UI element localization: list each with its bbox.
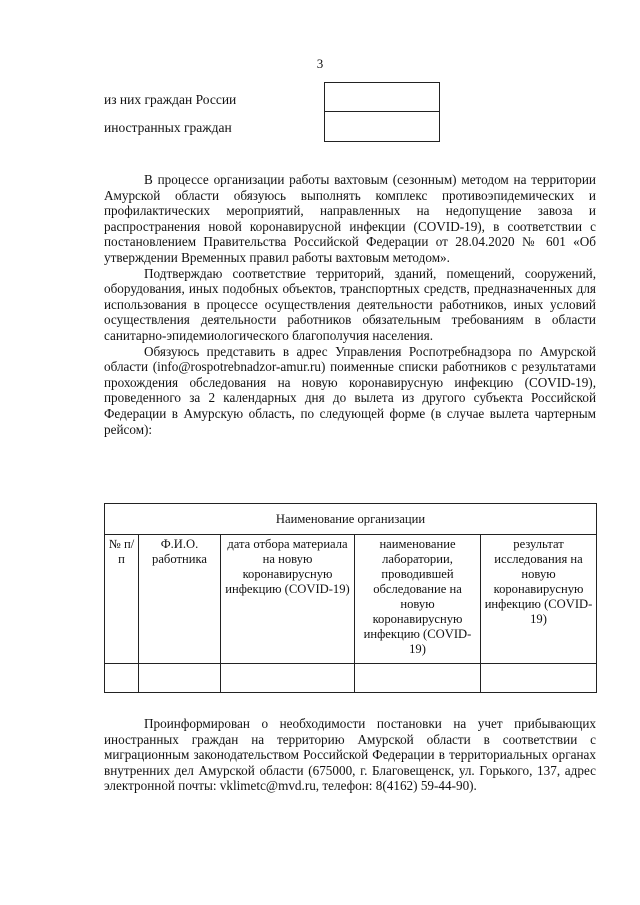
table-cell — [221, 664, 355, 693]
col-name-header: Ф.И.О. работника — [139, 535, 221, 664]
foreign-citizens-label: иностранных граждан — [104, 120, 232, 135]
table-cell — [355, 664, 481, 693]
table-cell — [105, 664, 139, 693]
paragraph-reporting: Обязуюсь представить в адрес Управления Роспотребнадзора по Амурской области (info@rospotrebnadzor-amur.ru) поименные списки работников с результатами прохождения обследования на новую коронавирусную инфекцию (COVID-19), проведенного за 2 календарных дня до вылета из другого субъекта Российской Федерации в Амурскую область, по следующей форме (в случае вылета чартерным рейсом): — [104, 343, 596, 437]
org-name-header: Наименование организации — [105, 504, 597, 535]
count-boxes — [324, 82, 440, 142]
table-cell — [139, 664, 221, 693]
col-laboratory-header: наименование лаборатории, проводившей обследование на новую коронавирусную инфекцию (COVID-19) — [355, 535, 481, 664]
paragraph-confirmation: Подтверждаю соответствие территорий, зданий, помещений, сооружений, оборудования, иных подобных объектов, транспортных средств, предназначенных для использования в процессе осуществления деятельности работников, иных условий осуществления деятельности работников обязательным требованиям в области санитарно-эпидемиологического благополучия населения. — [104, 265, 596, 343]
table-cell — [481, 664, 597, 693]
russia-citizens-label: из них граждан России — [104, 92, 237, 107]
col-number-header: № п/п — [105, 535, 139, 664]
paragraph-obligation: В процессе организации работы вахтовым (сезонным) методом на территории Амурской области обязуюсь выполнять комплекс противоэпидемических и профилактических мероприятий, направленных на недопущение завоза и распространения новой коронавирусной инфекции (COVID-19), в соответствии с постановлением Правительства Российской Федерации от 28.04.2020 № 601 «Об утверждении Временных правил работы вахтовым методом». — [104, 172, 596, 265]
body-text — [104, 172, 596, 437]
paragraph-migration-notice: Проинформирован о необходимости постановки на учет прибывающих иностранных граждан на территорию Амурской области в соответствии с миграционным законодательством Российской Федерации в территориальных органах внутренних дел Амурской области (675000, г. Благовещенск, ул. Горького, 137, адрес электронной почты: vklimetc@mvd.ru, телефон: 8(4162) 59-44-90). — [104, 716, 596, 794]
final-text — [104, 716, 596, 794]
col-sample-date-header: дата отбора материала на новую коронавирусную инфекцию (COVID-19) — [221, 535, 355, 664]
count-box-divider — [325, 111, 439, 112]
table-row — [105, 664, 597, 693]
page-number: 3 — [316, 56, 324, 71]
col-result-header: результат исследования на новую коронавирусную инфекцию (COVID-19) — [481, 535, 597, 664]
results-table — [104, 503, 597, 693]
